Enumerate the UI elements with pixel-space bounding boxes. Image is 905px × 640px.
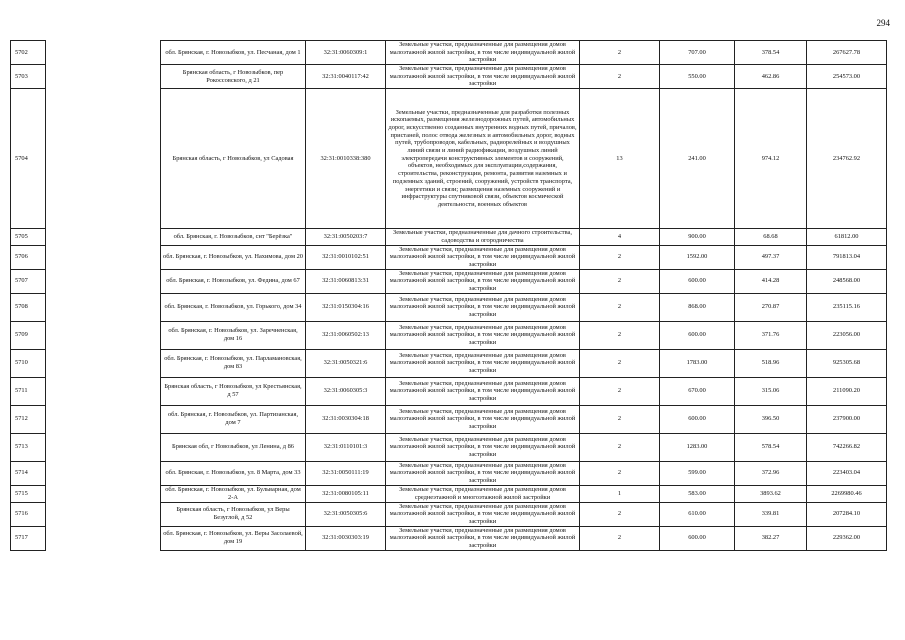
cell-rate: 372.96 — [735, 461, 807, 485]
cell-area: 600.00 — [660, 269, 735, 293]
cell-address: обл. Брянская, г. Новозыбков, ул. Федина, дом 67 — [161, 269, 306, 293]
spacer-cell — [46, 229, 161, 245]
spacer-cell — [46, 269, 161, 293]
table-row — [11, 245, 887, 269]
cell-address: обл. Брянская, г. Новозыбков, ул. Партизанская, дом 7 — [161, 405, 306, 433]
cell-value: 61812.00 — [807, 229, 887, 245]
cell-num: 5706 — [11, 245, 46, 269]
table-row — [11, 433, 887, 461]
cell-group: 2 — [580, 502, 660, 526]
cell-address: Брянская область, г Новозыбков, пер Рокоссовского, д 21 — [161, 65, 306, 89]
cell-rate: 382.27 — [735, 526, 807, 550]
spacer-cell — [46, 485, 161, 502]
cell-cadastral: 32:31:0060305:3 — [306, 377, 386, 405]
spacer-cell — [46, 377, 161, 405]
table-row — [11, 229, 887, 245]
cell-group: 13 — [580, 89, 660, 229]
cell-use: Земельные участки, предназначенные для размещения домов малоэтажной жилой застройки, в том числе индивидуальной жилой застройки — [386, 461, 580, 485]
cell-value: 229362.00 — [807, 526, 887, 550]
cell-group: 2 — [580, 269, 660, 293]
cell-group: 1 — [580, 485, 660, 502]
cell-use: Земельные участки, предназначенные для размещения домов малоэтажной жилой застройки, в том числе индивидуальной жилой застройки — [386, 321, 580, 349]
cell-area: 550.00 — [660, 65, 735, 89]
cell-group: 2 — [580, 245, 660, 269]
cell-cadastral: 32:31:0110101:3 — [306, 433, 386, 461]
spacer-cell — [46, 321, 161, 349]
cell-use: Земельные участки, предназначенные для размещения домов малоэтажной жилой застройки, в том числе индивидуальной жилой застройки — [386, 65, 580, 89]
table-row — [11, 293, 887, 321]
cell-num: 5705 — [11, 229, 46, 245]
table-row — [11, 461, 887, 485]
table-row — [11, 65, 887, 89]
cell-address: обл. Брянская, г. Новозыбков, ул. 8 Марта, дом 33 — [161, 461, 306, 485]
cell-address: обл. Брянская, г. Новозыбков, ул. Горького, дом 34 — [161, 293, 306, 321]
cell-rate: 315.06 — [735, 377, 807, 405]
cell-value: 207284.10 — [807, 502, 887, 526]
cell-group: 2 — [580, 321, 660, 349]
table-row — [11, 349, 887, 377]
cell-num: 5714 — [11, 461, 46, 485]
cell-address: Брянская область, г Новозыбков, ул Веры Безуглой, д 52 — [161, 502, 306, 526]
cell-cadastral: 32:31:0010338:380 — [306, 89, 386, 229]
cell-use: Земельные участки, предназначенные для размещения домов малоэтажной жилой застройки, в том числе индивидуальной жилой застройки — [386, 245, 580, 269]
spacer-cell — [46, 349, 161, 377]
spacer-cell — [46, 461, 161, 485]
cell-num: 5713 — [11, 433, 46, 461]
cell-address: обл. Брянская, г. Новозыбков, ул. Заречненская, дом 16 — [161, 321, 306, 349]
cell-num: 5712 — [11, 405, 46, 433]
cell-area: 241.00 — [660, 89, 735, 229]
cell-rate: 378.54 — [735, 41, 807, 65]
cell-cadastral: 32:31:0050203:7 — [306, 229, 386, 245]
cell-cadastral: 32:31:0050321:6 — [306, 349, 386, 377]
cell-group: 2 — [580, 65, 660, 89]
cell-use: Земельные участки, предназначенные для размещения домов малоэтажной жилой застройки, в том числе индивидуальной жилой застройки — [386, 433, 580, 461]
cell-num: 5702 — [11, 41, 46, 65]
cell-address: Брянская область, г Новозыбков, ул Крестьянская, д 57 — [161, 377, 306, 405]
cell-address: обл. Брянская, г. Новозыбков, ул. Парламановская, дом 83 — [161, 349, 306, 377]
cell-use: Земельные участки, предназначенные для размещения домов малоэтажной жилой застройки, в том числе индивидуальной жилой застройки — [386, 349, 580, 377]
cell-cadastral: 32:31:0030303:19 — [306, 526, 386, 550]
table-row — [11, 526, 887, 550]
cell-rate: 270.87 — [735, 293, 807, 321]
cell-use: Земельные участки, предназначенные для размещения домов малоэтажной жилой застройки, в том числе индивидуальной жилой застройки — [386, 377, 580, 405]
cell-address: Брянская обл, г Новозыбков, ул Ленина, д 86 — [161, 433, 306, 461]
cell-use: Земельные участки, предназначенные для размещения домов малоэтажной жилой застройки, в том числе индивидуальной жилой застройки — [386, 502, 580, 526]
table-row — [11, 502, 887, 526]
cell-value: 211090.20 — [807, 377, 887, 405]
cell-use: Земельные участки, предназначенные для размещения домов малоэтажной жилой застройки, в том числе индивидуальной жилой застройки — [386, 41, 580, 65]
spacer-cell — [46, 405, 161, 433]
spacer-cell — [46, 433, 161, 461]
cell-group: 2 — [580, 293, 660, 321]
cell-group: 2 — [580, 349, 660, 377]
cell-group: 2 — [580, 433, 660, 461]
cell-rate: 414.28 — [735, 269, 807, 293]
cell-address: Брянская область, г Новозыбков, ул Садовая — [161, 89, 306, 229]
spacer-cell — [46, 89, 161, 229]
cell-num: 5710 — [11, 349, 46, 377]
table-row — [11, 405, 887, 433]
cell-value: 237900.00 — [807, 405, 887, 433]
cell-value: 223056.00 — [807, 321, 887, 349]
cell-num: 5709 — [11, 321, 46, 349]
cell-address: обл. Брянская, г. Новозыбков, ул. Бульварная, дом 2-А — [161, 485, 306, 502]
cell-group: 2 — [580, 405, 660, 433]
cell-num: 5715 — [11, 485, 46, 502]
cell-rate: 339.81 — [735, 502, 807, 526]
cell-cadastral: 32:31:0010102:51 — [306, 245, 386, 269]
cell-num: 5708 — [11, 293, 46, 321]
cell-use: Земельные участки, предназначенные для размещения домов малоэтажной жилой застройки, в том числе индивидуальной жилой застройки — [386, 405, 580, 433]
cell-group: 2 — [580, 461, 660, 485]
cell-area: 600.00 — [660, 405, 735, 433]
table-row — [11, 321, 887, 349]
cell-value: 223403.04 — [807, 461, 887, 485]
cell-use: Земельные участки, предназначенные для размещения домов малоэтажной жилой застройки, в том числе индивидуальной жилой застройки — [386, 293, 580, 321]
cell-cadastral: 32:31:0060813:31 — [306, 269, 386, 293]
cell-area: 1783.00 — [660, 349, 735, 377]
spacer-cell — [46, 41, 161, 65]
cell-num: 5703 — [11, 65, 46, 89]
cell-value: 235115.16 — [807, 293, 887, 321]
cell-cadastral: 32:31:0060309:1 — [306, 41, 386, 65]
cell-num: 5716 — [11, 502, 46, 526]
spacer-cell — [46, 65, 161, 89]
cell-num: 5717 — [11, 526, 46, 550]
cell-area: 1283.00 — [660, 433, 735, 461]
cell-value: 925305.68 — [807, 349, 887, 377]
cell-group: 2 — [580, 377, 660, 405]
page-number: 294 — [876, 18, 890, 28]
cell-num: 5711 — [11, 377, 46, 405]
cell-cadastral: 32:31:0080105:11 — [306, 485, 386, 502]
cell-rate: 578.54 — [735, 433, 807, 461]
cell-area: 600.00 — [660, 526, 735, 550]
cell-cadastral: 32:31:0060502:13 — [306, 321, 386, 349]
spacer-cell — [46, 502, 161, 526]
cell-use: Земельные участки, предназначенные для размещения домов среднеэтажной и многоэтажной жилой застройки — [386, 485, 580, 502]
cell-rate: 497.37 — [735, 245, 807, 269]
cell-rate: 518.96 — [735, 349, 807, 377]
cell-area: 1592.00 — [660, 245, 735, 269]
cell-value: 791813.04 — [807, 245, 887, 269]
table-row — [11, 485, 887, 502]
cell-value: 267627.78 — [807, 41, 887, 65]
cell-area: 610.00 — [660, 502, 735, 526]
cell-value: 234762.92 — [807, 89, 887, 229]
table-row — [11, 269, 887, 293]
cell-rate: 68.68 — [735, 229, 807, 245]
spacer-cell — [46, 526, 161, 550]
cell-cadastral: 32:31:0050111:19 — [306, 461, 386, 485]
cell-address: обл. Брянская, г. Новозыбков, снт "Берёзка" — [161, 229, 306, 245]
cell-cadastral: 32:31:0050305:6 — [306, 502, 386, 526]
cell-area: 583.00 — [660, 485, 735, 502]
cell-use: Земельные участки, предназначенные для дачного строительства, садоводства и огородничества — [386, 229, 580, 245]
cell-area: 900.00 — [660, 229, 735, 245]
table-row — [11, 41, 887, 65]
cell-address: обл. Брянская, г. Новозыбков, ул. Нахимова, дом 20 — [161, 245, 306, 269]
cell-use: Земельные участки, предназначенные для размещения домов малоэтажной жилой застройки, в том числе индивидуальной жилой застройки — [386, 269, 580, 293]
cell-area: 600.00 — [660, 321, 735, 349]
cell-rate: 371.76 — [735, 321, 807, 349]
cell-cadastral: 32:31:0030304:18 — [306, 405, 386, 433]
cell-area: 868.00 — [660, 293, 735, 321]
cell-rate: 462.86 — [735, 65, 807, 89]
cell-area: 707.00 — [660, 41, 735, 65]
cell-group: 2 — [580, 41, 660, 65]
cell-value: 742266.82 — [807, 433, 887, 461]
cell-area: 670.00 — [660, 377, 735, 405]
table-row — [11, 377, 887, 405]
cell-rate: 974.12 — [735, 89, 807, 229]
cell-use: Земельные участки, предназначенные для разработки полезных ископаемых, размещения железнодорожных путей, автомобильных дорог, искусственно созданных внутренних водных путей, причалов, пристаней, полос отвода железных и автомобильных дорог, водных путей, трубопроводов, кабельных, радиорелейных и воздушных линий связи и линий радиофикации, воздушных линий электропередачи конструктивных элементов и сооружений, объектов, необходимых для эксплуатации,содержания, строительства, реконструкции, ремонта, развития наземных и подземных зданий, строений, сооружений, устройств транспорта, энергетики и связи; размещения наземных сооружений и инфраструктуры спутниковой связи, объектов космической деятельности, военных объектов — [386, 89, 580, 229]
cell-address: обл. Брянская, г. Новозыбков, ул. Веры Засолаевой, дом 19 — [161, 526, 306, 550]
cell-num: 5707 — [11, 269, 46, 293]
cell-use: Земельные участки, предназначенные для размещения домов малоэтажной жилой застройки, в том числе индивидуальной жилой застройки — [386, 526, 580, 550]
table-body — [11, 41, 887, 551]
cell-cadastral: 32:31:0040117:42 — [306, 65, 386, 89]
cell-value: 254573.00 — [807, 65, 887, 89]
cell-cadastral: 32:31:0150304:16 — [306, 293, 386, 321]
cell-area: 599.00 — [660, 461, 735, 485]
cadastral-value-table — [10, 40, 887, 551]
cell-address: обл. Брянская, г. Новозыбков, ул. Песчаная, дом 1 — [161, 41, 306, 65]
cell-num: 5704 — [11, 89, 46, 229]
cell-rate: 3893.62 — [735, 485, 807, 502]
spacer-cell — [46, 245, 161, 269]
cell-rate: 396.50 — [735, 405, 807, 433]
cell-value: 248568.00 — [807, 269, 887, 293]
spacer-cell — [46, 293, 161, 321]
cell-group: 2 — [580, 526, 660, 550]
cell-group: 4 — [580, 229, 660, 245]
cell-value: 2269980.46 — [807, 485, 887, 502]
table-row — [11, 89, 887, 229]
